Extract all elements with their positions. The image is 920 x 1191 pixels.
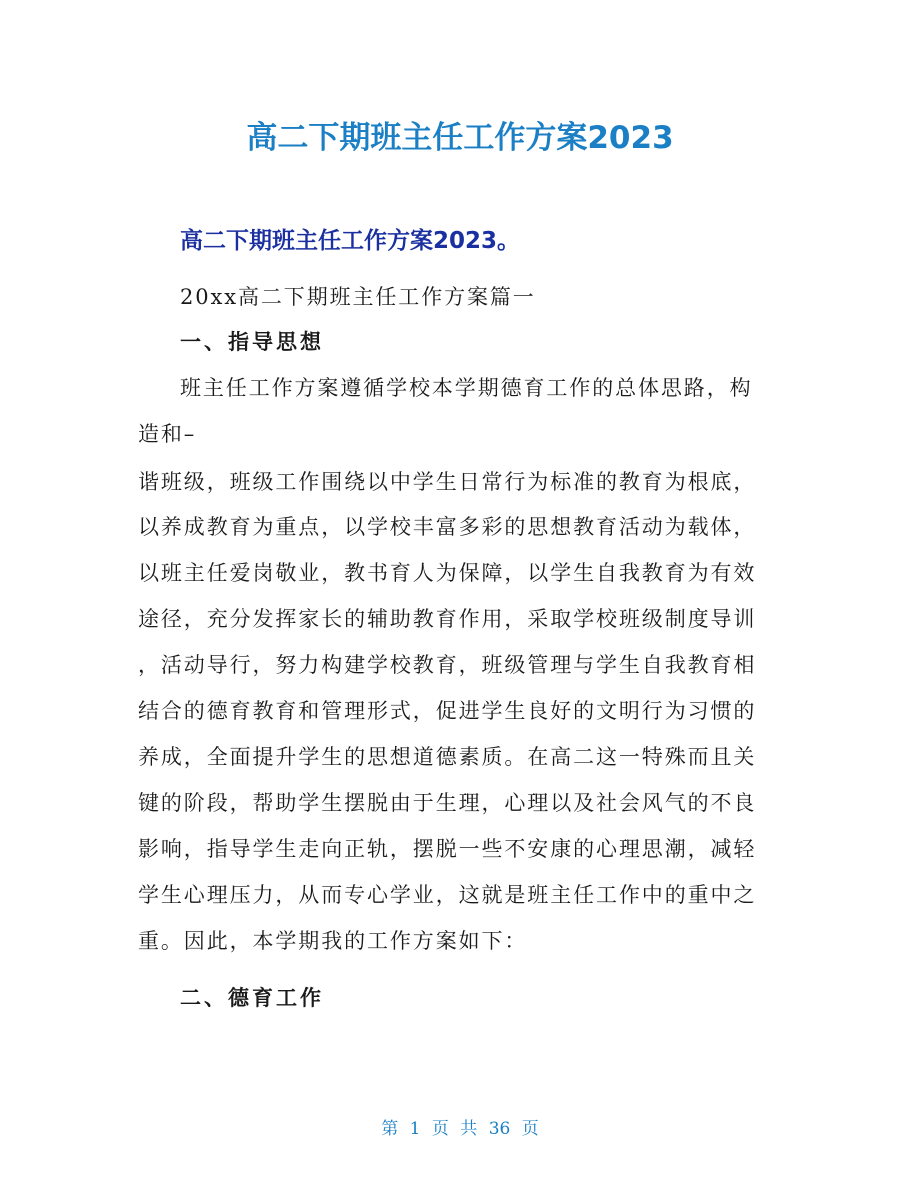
paragraph-line: 途径，充分发挥家长的辅助教育作用，采取学校班级制度导训 (138, 607, 757, 631)
paragraph-line: 养成，全面提升学生的思想道德素质。在高二这一特殊而且关 (138, 745, 757, 769)
paragraph-line: 以班主任爱岗敬业，教书育人为保障，以学生自我教育为有效 (138, 561, 757, 585)
page-title: 高二下期班主任工作方案2023 (246, 120, 674, 156)
paragraph-line: 以养成教育为重点，以学校丰富多彩的思想教育活动为载体， (138, 515, 757, 539)
paragraph-line: 班主任工作方案遵循学校本学期德育工作的总体思路，构 (180, 376, 753, 400)
document-subtitle: 高二下期班主任工作方案2023。 (180, 228, 521, 254)
paragraph-line: 键的阶段，帮助学生摆脱由于生理，心理以及社会风气的不良 (138, 791, 757, 815)
paragraph-line: 谐班级，班级工作围绕以中学生日常行为标准的教育为根底， (138, 470, 757, 494)
section-label: 20xx高二下期班主任工作方案篇一 (180, 285, 536, 309)
page-number-footer: 第 1 页 共 36 页 (381, 1119, 539, 1139)
heading-guiding-thought: 一、指导思想 (180, 330, 324, 354)
heading-moral-education: 二、德育工作 (180, 986, 324, 1010)
paragraph-line: 结合的德育教育和管理形式，促进学生良好的文明行为习惯的 (138, 699, 757, 723)
paragraph-line: 学生心理压力，从而专心学业，这就是班主任工作中的重中之 (138, 883, 757, 907)
paragraph-line: ，活动导行，努力构建学校教育，班级管理与学生自我教育相 (138, 653, 757, 677)
paragraph-line: 造和– (138, 422, 197, 446)
paragraph-line: 影响，指导学生走向正轨，摆脱一些不安康的心理思潮，减轻 (138, 837, 757, 861)
paragraph-line: 重。因此，本学期我的工作方案如下： (138, 929, 528, 953)
